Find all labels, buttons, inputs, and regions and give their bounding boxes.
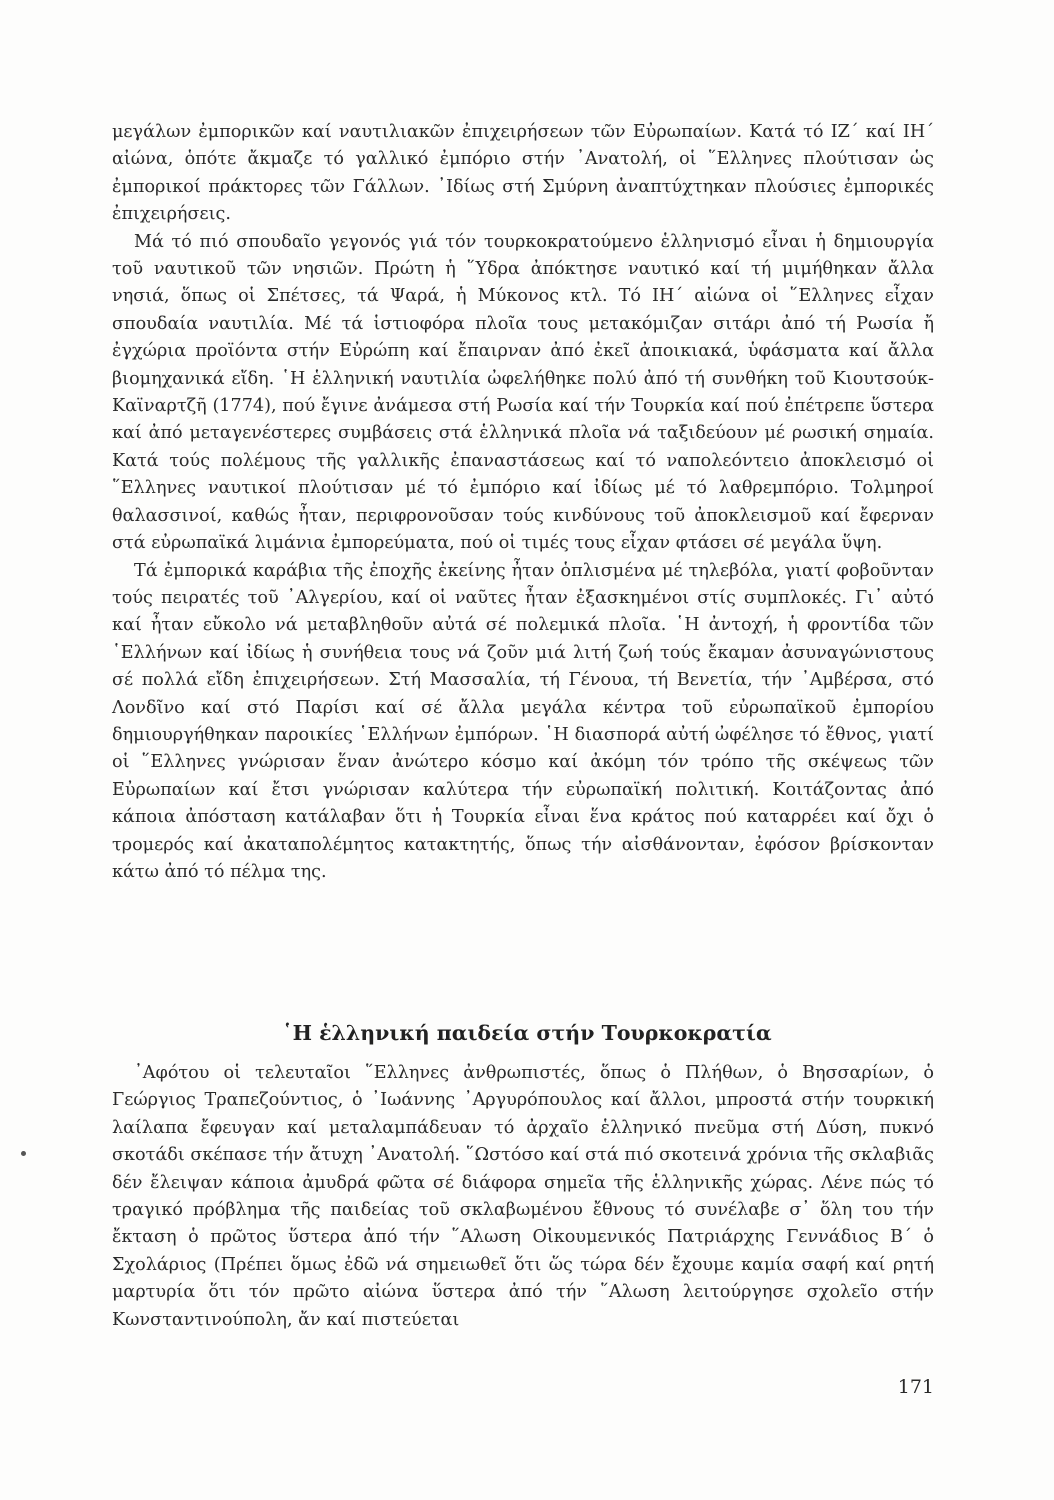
body-text-top bbox=[112, 119, 934, 886]
paragraph-merchant-ships: Τά ἐμπορικά καράβια τῆς ἐποχῆς ἐκείνης ἦταν ὁπλισμένα μέ τηλεβόλα, γιατί φοβοῦνταν τούς πειρατές τοῦ ᾿Αλγερίου, καί οἱ ναῦτες ἦταν ἐξασκημένοι στίς συμπλοκές. Γι᾿ αὐτό καί ἦταν εὔκολο νά μεταβληθοῦν αὐτά σέ πολεμικά πλοῖα. ῾Η ἀντοχή, ἡ φροντίδα τῶν ῾Ελλήνων καί ἰδίως ἡ συνήθεια τους νά ζοῦν μιά λιτή ζωή τούς ἔκαμαν ἀσυναγώνιστους σέ πολλά εἴδη ἐπιχειρήσεων. Στή Μασσαλία, τή Γένουα, τή Βενετία, τήν ᾿Αμβέρσα, στό Λονδῖνο καί στό Παρίσι καί σέ ἄλλα μεγάλα κέντρα τοῦ εὐρωπαϊκοῦ ἐμπορίου δημιουργήθηκαν παροικίες ῾Ελλήνων ἐμπόρων. ῾Η διασπορά αὐτή ὠφέλησε τό ἔθνος, γιατί οἱ ῞Ελληνες γνώρισαν ἕναν ἀνώτερο κόσμο καί ἀκόμη τόν τρόπο τῆς σκέψεως τῶν Εὐρωπαίων καί ἔτσι γνώρισαν καλύτερα τήν εὐρωπαϊκή πολιτική. Κοιτάζοντας ἀπό κάποια ἀπόσταση κατάλαβαν ὅτι ἡ Τουρκία εἶναι ἕνα κράτος πού καταρρέει καί ὄχι ὁ τρομερός καί ἀκαταπολέμητος κατακτητής, ὅπως τήν αἰσθάνονταν, ἐφόσον βρίσκονταν κάτω ἀπό τό πέλμα της. bbox=[112, 560, 934, 882]
paragraph-continuation: μεγάλων ἐμπορικῶν καί ναυτιλιακῶν ἐπιχειρήσεων τῶν Εὐρωπαίων. Κατά τό ΙΖ΄ καί ΙΗ΄ αἰώνα, ὁπότε ἄκμαζε τό γαλλικό ἐμπόριο στήν ᾿Ανατολή, οἱ ῞Ελληνες πλούτισαν ὡς ἐμπορικοί πράκτορες τῶν Γάλλων. ᾿Ιδίως στή Σμύρνη ἀναπτύχτηκαν πλούσιες ἐμπορικές ἐπιχειρήσεις. bbox=[112, 122, 934, 225]
body-text-bottom bbox=[112, 1060, 934, 1334]
margin-dot-mark bbox=[21, 1151, 26, 1156]
section-heading: ῾Η ἑλληνική παιδεία στήν Τουρκοκρατία bbox=[282, 1021, 772, 1045]
paragraph-education: ᾿Αφότου οἱ τελευταῖοι ῞Ελληνες ἀνθρωπιστές, ὅπως ὁ Πλήθων, ὁ Βησσαρίων, ὁ Γεώργιος Τραπεζούντιος, ὁ ᾿Ιωάννης ᾿Αργυρόπουλος καί ἄλλοι, μπροστά στήν τουρκική λαίλαπα ἔφευγαν καί μεταλαμπάδευαν τό ἀρχαῖο ἑλληνικό πνεῦμα στή Δύση, πυκνό σκοτάδι σκέπασε τήν ἄτυχη ᾿Ανατολή. ῞Ωστόσο καί στά πιό σκοτεινά χρόνια τῆς σκλαβιᾶς δέν ἔλειψαν κάποια ἀμυδρά φῶτα σέ διάφορα σημεῖα τῆς ἑλληνικῆς χώρας. Λένε πώς τό τραγικό πρόβλημα τῆς παιδείας τοῦ σκλαβωμένου ἔθνους τό συνέλαβε σ᾿ ὅλη του τήν ἔκταση ὁ πρῶτος ὕστερα ἀπό τήν ῞Αλωση Οἰκουμενικός Πατριάρχης Γεννάδιος Β΄ ὁ Σχολάριος (Πρέπει ὅμως ἐδῶ νά σημειωθεῖ ὅτι ὥς τώρα δέν ἔχουμε καμία σαφή καί ρητή μαρτυρία ὅτι τόν πρῶτο αἰώνα ὕστερα ἀπό τήν ῞Αλωση λειτούργησε σχολεῖο στήν Κωνσταντινούπολη, ἄν καί πιστεύεται bbox=[112, 1063, 934, 1330]
page-number: 171 bbox=[897, 1376, 934, 1398]
paragraph-navy: Μά τό πιό σπουδαῖο γεγονός γιά τόν τουρκοκρατούμενο ἑλληνισμό εἶναι ἡ δημιουργία τοῦ ναυτικοῦ τῶν νησιῶν. Πρώτη ἡ ῞Υδρα ἀπόκτησε ναυτικό καί τή μιμήθηκαν ἄλλα νησιά, ὅπως οἱ Σπέτσες, τά Ψαρά, ἡ Μύκονος κτλ. Τό ΙΗ΄ αἰώνα οἱ ῞Ελληνες εἶχαν σπουδαία ναυτιλία. Μέ τά ἱστιοφόρα πλοῖα τους μετακόμιζαν σιτάρι ἀπό τή Ρωσία ἤ ἐγχώρια προϊόντα στήν Εὐρώπη καί ἔπαιρναν ἀπό ἐκεῖ ἀποικιακά, ὑφάσματα καί ἄλλα βιομηχανικά εἴδη. ῾Η ἑλληνική ναυτιλία ὠφελήθηκε πολύ ἀπό τή συνθήκη τοῦ Κιουτσούκ-Καϊναρτζῆ (1774), πού ἔγινε ἀνάμεσα στή Ρωσία καί τήν Τουρκία καί πού ἐπέτρεπε ὕστερα καί ἀπό μεταγενέστερες συμβάσεις στά ἑλληνικά πλοῖα νά ταξιδεύουν μέ ρωσική σημαία. Κατά τούς πολέμους τῆς γαλλικῆς ἐπαναστάσεως καί τό ναπολεόντειο ἀποκλεισμό οἱ ῞Ελληνες ναυτικοί πλούτισαν μέ τό ἐμπόριο καί ἰδίως μέ τό λαθρεμπόριο. Τολμηροί θαλασσινοί, καθώς ἦταν, περιφρονοῦσαν τούς κινδύνους τοῦ ἀποκλεισμοῦ καί ἔφερναν στά εὐρωπαϊκά λιμάνια ἐμπορεύματα, πού οἱ τιμές τους εἶχαν φτάσει σέ μεγάλα ὕψη. bbox=[112, 231, 934, 554]
